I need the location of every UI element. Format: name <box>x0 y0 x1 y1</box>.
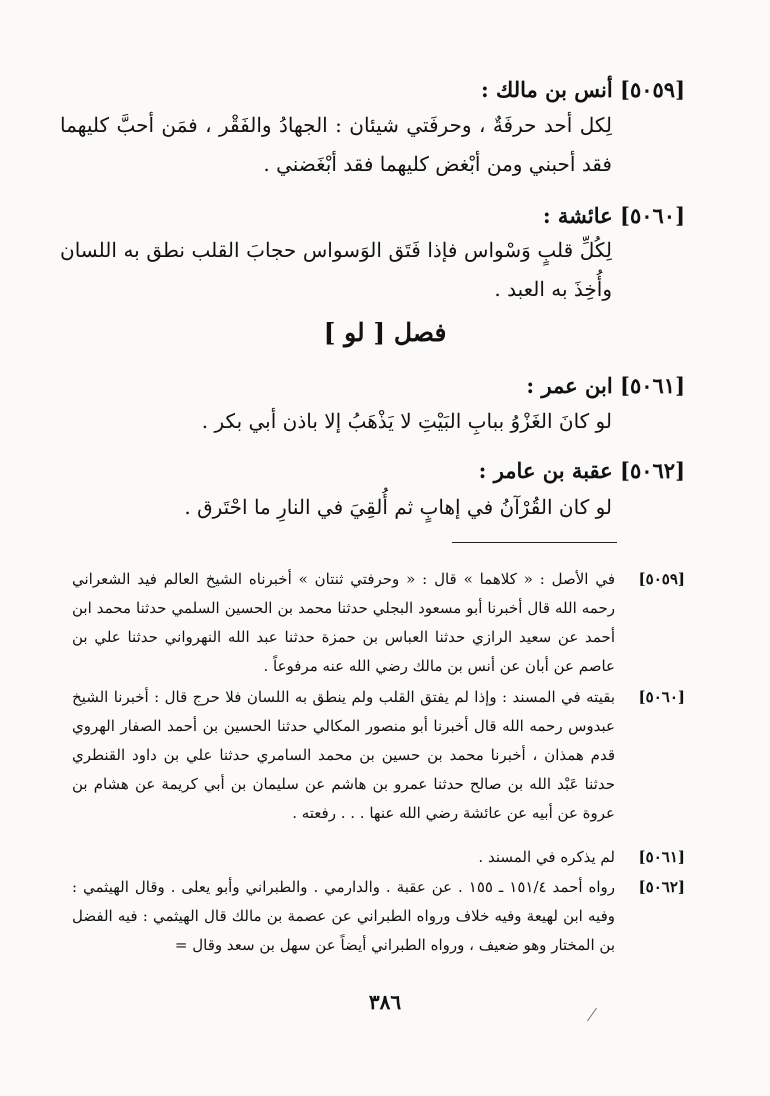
page-number: ٣٨٦ <box>368 990 402 1014</box>
footnote-text: في الأصل : « كلاهما » قال : « وحرفتي ثنتان » أخبرناه الشيخ العالم فيد الشعراني رحمه الله قال أخبرنا أبو مسعود البجلي حدثنا محمد بن الحسين السلمي حدثنا محمد ابن أحمد عن سعيد الرازي حدثنا العباس بن حمزة حدثنا عبد الله النهرواني حدثنا علي بن عاصم عن أبان عن أنس بن مالك رضي الله عنه مرفوعاً . <box>72 570 615 675</box>
footnote-number: [٥٠٦١] <box>638 848 685 866</box>
footnote-5059 <box>72 565 685 681</box>
entry-header-5059 <box>60 77 685 102</box>
entry-number: [٥٠٦٠] <box>620 203 685 228</box>
footnote-separator <box>452 542 617 543</box>
entry-header-5062 <box>60 458 685 483</box>
entry-narrator: أنس بن مالك : <box>480 77 613 102</box>
entry-text-5060: لِكُلِّ قلبٍ وَسْواس فإذا فَتَق الوَسواس حجابَ القلب نطق به اللسان وأُخِذَ به العبد . <box>60 238 612 301</box>
footnote-text: لم يذكره في المسند . <box>478 848 615 866</box>
entry-text-5061: لو كانَ الغَزْوُ ببابِ البَيْتِ لا يَذْهَبُ إلا باذن أبي بكر . <box>201 409 612 433</box>
entry-text-5059: لِكل أحد حرفَةٌ ، وحرفَتي شيئان : الجهادُ والفَقْر ، فمَن أحبَّ كليهما فقد أحبني ومن أبْغض كليهما فقد أبْغَضني . <box>60 113 612 176</box>
entry-number: [٥٠٦١] <box>620 373 685 398</box>
footnote-number: [٥٠٥٩] <box>638 570 685 588</box>
footnote-text: رواه أحمد ١٥١/٤ ـ ١٥٥ . عن عقبة . والدارمي . والطبراني وأبو يعلى . وقال الهيثمي : وفيه ابن لهيعة وفيه خلاف ورواه الطبراني عن عصمة بن مالك قال الهيثمي : فيه الفضل بن المختار وهو ضعيف ، ورواه الطبراني أيضاً عن سهل بن سعد وقال = <box>72 878 615 954</box>
entry-text-5062: لو كان القُرْآنُ في إهابٍ ثم أُلقِيَ في النارِ ما احْتَرق . <box>184 495 612 519</box>
footnote-5062 <box>72 873 685 960</box>
entry-number: [٥٠٦٢] <box>620 458 685 483</box>
footnote-number: [٥٠٦٠] <box>638 688 685 706</box>
footnote-number: [٥٠٦٢] <box>638 878 685 896</box>
entry-narrator: ابن عمر : <box>526 373 613 398</box>
footnote-5060 <box>72 683 685 828</box>
footnote-5061 <box>72 843 685 872</box>
entry-number: [٥٠٥٩] <box>620 77 685 102</box>
entry-narrator: عقبة بن عامر : <box>478 458 613 483</box>
entry-header-5061 <box>60 373 685 398</box>
footnote-text: بقيته في المسند : وإذا لم يفتق القلب ولم ينطق به اللسان فلا حرج قال : أخبرنا الشيخ عبدوس رحمه الله قال أخبرنا أبو منصور المكالي حدثنا الحسين بن أحمد الصفار الهروي قدم همذان ، أخبرنا محمد بن حسين بن محمد السامري حدثنا علي بن داود القنطري حدثنا عَبْد الله بن صالح حدثنا عمرو بن هاشم عن سليمان بن أبي كريمة عن هشام بن عروة عن أبيه عن عائشة رضي الله عنها . . . رفعته . <box>72 688 615 822</box>
entry-narrator: عائشة : <box>542 203 613 228</box>
entry-header-5060 <box>60 203 685 228</box>
section-title: فصل [ لو ] <box>323 318 447 347</box>
